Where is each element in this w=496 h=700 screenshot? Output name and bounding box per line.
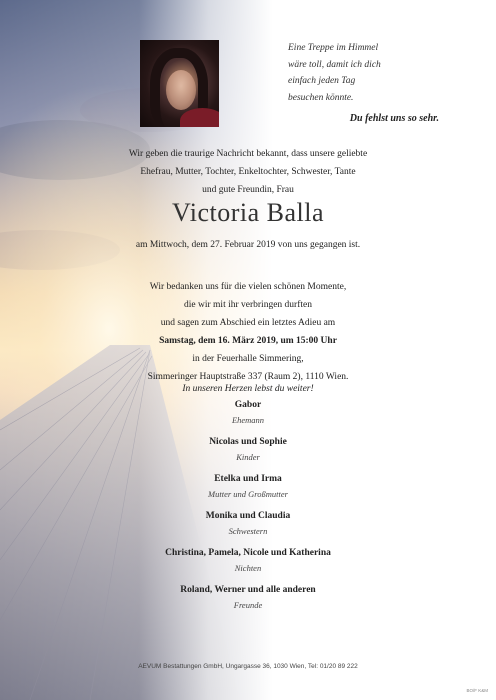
- thanks-line: und sagen zum Abschied ein letztes Adieu am: [160, 318, 336, 328]
- mourner-relation: Nichten: [234, 563, 262, 573]
- mourner-relation: Mutter und Großmutter: [208, 489, 288, 499]
- quote-line: wäre toll, damit ich dich: [288, 59, 381, 70]
- thanks-line: Wir bedanken uns für die vielen schönen Momente,: [149, 282, 347, 292]
- mourner-relation: Freunde: [233, 600, 263, 610]
- funeral-home-footer: AEVUM Bestattungen GmbH, Ungargasse 36, 1030 Wien, Tel: 01/20 89 222: [138, 663, 358, 670]
- intro-line: Ehefrau, Mutter, Tochter, Enkeltochter, Schwester, Tante: [140, 167, 356, 177]
- portrait-shoulder: [180, 108, 219, 127]
- mourner-relation: Ehemann: [231, 415, 265, 425]
- mourner-names: Monika und Claudia: [205, 511, 291, 521]
- quote-line: besuchen könnte.: [288, 92, 354, 103]
- mourner-names: Etelka und Irma: [214, 474, 282, 484]
- mourners-list: [0, 384, 496, 620]
- intro-line: und gute Freundin, Frau: [202, 185, 294, 195]
- deceased-name: Victoria Balla: [172, 198, 324, 227]
- document-code: BO/F K&M: [466, 688, 488, 693]
- mourner-relation: Schwestern: [228, 526, 268, 536]
- mourner-relation: Kinder: [236, 452, 260, 462]
- announcement-intro: [0, 145, 496, 199]
- intro-line: Wir geben die traurige Nachricht bekannt, dass unsere geliebte: [128, 149, 368, 159]
- portrait-face: [166, 70, 196, 110]
- memorial-quote: [288, 40, 381, 106]
- mourner-names: Gabor: [234, 400, 262, 410]
- quote-line: einfach jeden Tag: [288, 76, 356, 86]
- thanks-line: die wir mit ihr verbringen durften: [184, 300, 312, 310]
- mourners-heading: In unseren Herzen lebst du weiter!: [182, 384, 314, 394]
- mourner-names: Nicolas und Sophie: [209, 437, 287, 447]
- funeral-date-time: Samstag, dem 16. März 2019, um 15:00 Uhr: [159, 336, 337, 346]
- funeral-location: in der Feuerhalle Simmering,: [192, 354, 304, 364]
- funeral-address: Simmeringer Hauptstraße 337 (Raum 2), 1110 Wien.: [147, 372, 349, 382]
- death-date-line: am Mittwoch, dem 27. Februar 2019 von uns gegangen ist.: [135, 240, 361, 250]
- mourner-names: Roland, Werner und alle anderen: [180, 585, 316, 595]
- deceased-portrait-photo: [140, 40, 219, 127]
- quote-line: Eine Treppe im Himmel: [288, 43, 379, 53]
- quote-signature: Du fehlst uns so sehr.: [349, 113, 439, 124]
- funeral-details: [0, 278, 496, 386]
- mourner-names: Christina, Pamela, Nicole und Katherina: [165, 548, 331, 558]
